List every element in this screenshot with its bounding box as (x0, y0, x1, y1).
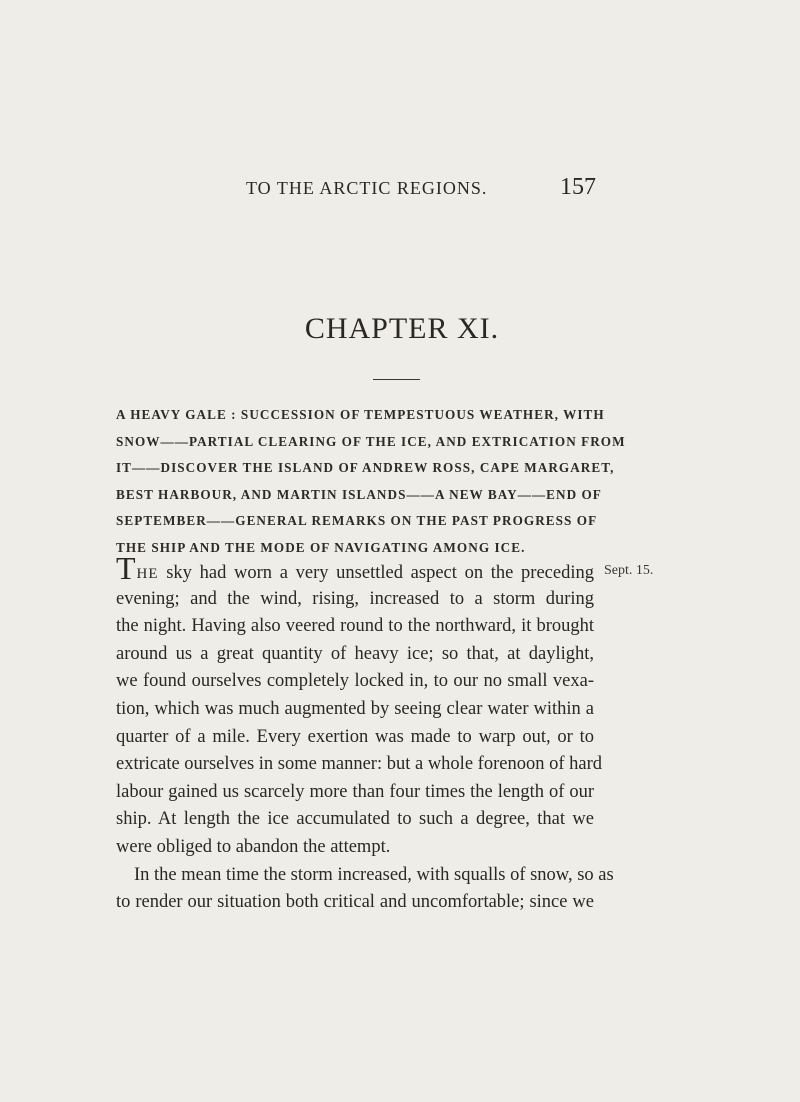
body-first-line (116, 550, 594, 586)
chapter-rule (373, 379, 420, 380)
body-line: evening; and the wind, rising, increased to a storm during (116, 588, 594, 609)
body-line: were obliged to abandon the attempt. (116, 836, 391, 857)
body-line: In the mean time the storm increased, with squalls of snow, so as (134, 864, 614, 885)
body-line: around us a great quantity of heavy ice; so that, at daylight, (116, 643, 594, 664)
body-line: the night. Having also veered round to the northward, it brought (116, 616, 594, 637)
body-line: we found ourselves completely locked in, to our no small vexa- (116, 671, 594, 692)
synopsis-line: BEST HARBOUR, AND MARTIN ISLANDS——A NEW BAY——END OF (116, 486, 602, 502)
synopsis-line: SNOW——PARTIAL CLEARING OF THE ICE, AND EXTRICATION FROM (116, 433, 626, 449)
synopsis-line: SEPTEMBER——GENERAL REMARKS ON THE PAST PROGRESS OF (116, 513, 598, 528)
body-line: ship. At length the ice accumulated to such a degree, that we (116, 809, 594, 830)
drop-cap: T (116, 550, 136, 586)
chapter-title: CHAPTER XI. (304, 312, 500, 345)
body-line: labour gained us scarcely more than four times the length of our (116, 781, 594, 802)
running-head-title: TO THE ARCTIC REGIONS. (246, 178, 488, 198)
body-line: quarter of a mile. Every exertion was made to warp out, or to (116, 726, 594, 747)
synopsis-line: IT——DISCOVER THE ISLAND OF ANDREW ROSS, CAPE MARGARET, (116, 460, 615, 475)
body-line: to render our situation both critical and uncomfortable; since we (116, 892, 594, 913)
first-line-text: sky had worn a very unsettled aspect on the preceding (158, 563, 594, 583)
body-text (116, 550, 614, 917)
page-number: 157 (560, 174, 596, 200)
margin-date-note: Sept. 15. (604, 563, 654, 578)
small-caps-word: HE (136, 566, 159, 582)
chapter-synopsis (116, 402, 626, 561)
body-line: extricate ourselves in some manner: but a whole forenoon of hard (116, 754, 602, 775)
synopsis-line: THE SHIP AND THE MODE OF NAVIGATING AMONG ICE. (116, 539, 526, 555)
synopsis-line: A HEAVY GALE : SUCCESSION OF TEMPESTUOUS WEATHER, WITH (116, 407, 605, 422)
body-line: tion, which was much augmented by seeing clear water within a (116, 698, 594, 719)
